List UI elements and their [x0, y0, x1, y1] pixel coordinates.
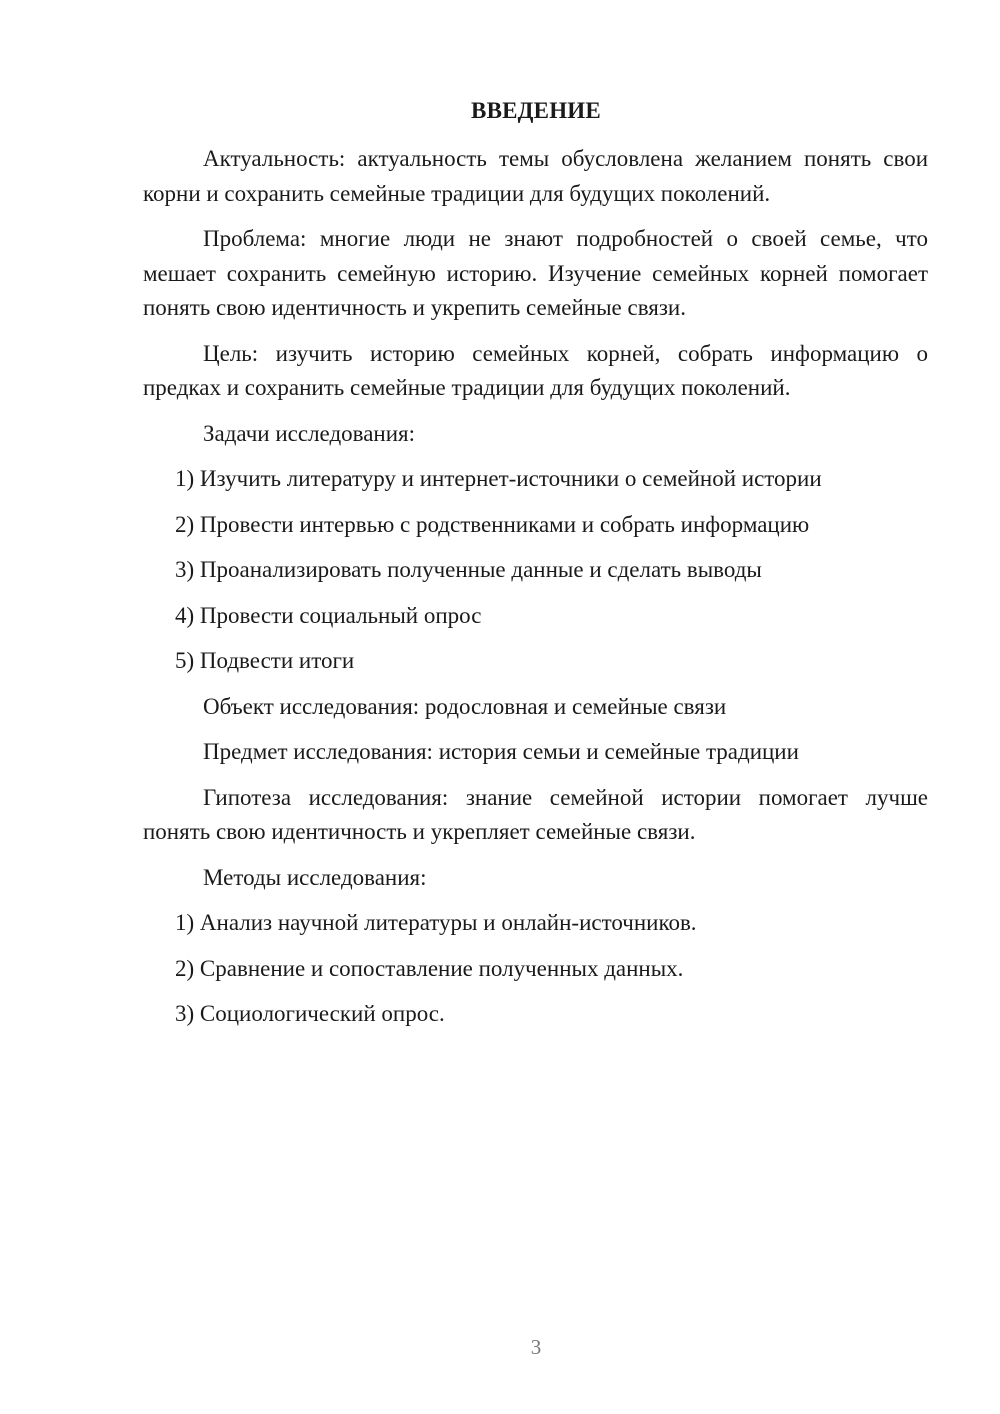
methods-list — [143, 906, 928, 1032]
goal-paragraph: Цель: изучить историю семейных корней, собрать информацию о предках и сохранить семейные традиции для будущих поколений. — [143, 340, 928, 400]
methods-heading: Методы исследования: — [203, 864, 427, 890]
document-body — [143, 142, 928, 1043]
hypothesis-paragraph: Гипотеза исследования: знание семейной истории помогает лучше понять свою идентичность и укрепляет семейные связи. — [143, 784, 928, 844]
page-title: ВВЕДЕНИЕ — [471, 98, 601, 123]
list-item: 1) Изучить литературу и интернет-источники о семейной истории — [175, 466, 822, 491]
list-item: 5) Подвести итоги — [175, 648, 355, 673]
list-item: 4) Провести социальный опрос — [175, 602, 482, 628]
list-item: 2) Сравнение и сопоставление полученных данных. — [175, 955, 684, 981]
list-item: 1) Анализ научной литературы и онлайн-источников. — [175, 910, 697, 935]
list-item: 3) Проанализировать полученные данные и сделать выводы — [175, 557, 762, 582]
object-paragraph: Объект исследования: родословная и семейные связи — [203, 693, 727, 719]
relevance-paragraph: Актуальность: актуальность темы обусловлена желанием понять свои корни и сохранить семейные традиции для будущих поколений. — [143, 146, 928, 206]
tasks-heading: Задачи исследования: — [203, 420, 416, 446]
subject-paragraph: Предмет исследования: история семьи и семейные традиции — [203, 739, 799, 764]
list-item: 2) Провести интервью с родственниками и собрать информацию — [175, 511, 810, 537]
list-item: 3) Социологический опрос. — [175, 1001, 445, 1026]
page-number: 3 — [530, 1335, 542, 1359]
problem-paragraph: Проблема: многие люди не знают подробностей о своей семье, что мешает сохранить семейную историю. Изучение семейных корней помогает понять свою идентичность и укрепить семейные связи. — [143, 226, 928, 320]
tasks-list — [143, 462, 928, 679]
